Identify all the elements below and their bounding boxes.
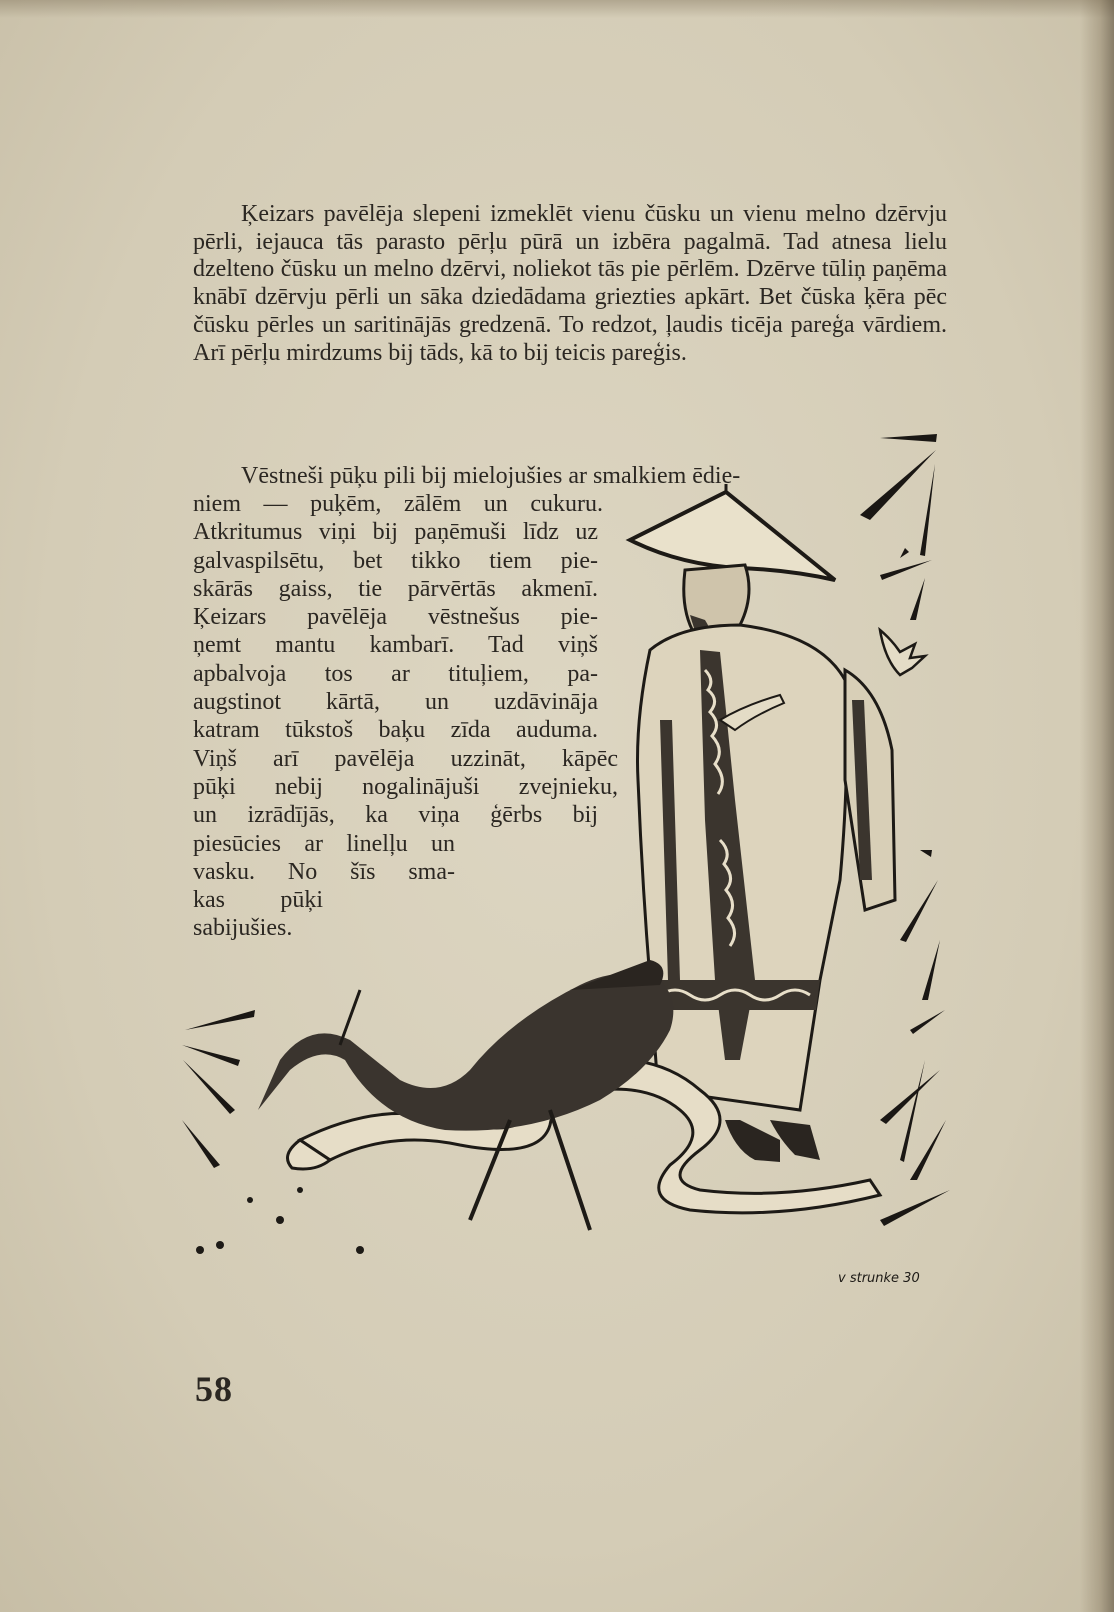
- pearls: [196, 1187, 364, 1254]
- page-top-shadow: [0, 0, 1114, 18]
- text-line: Ķeizars pavēlēja vēstnešus pie-: [193, 604, 598, 631]
- text-line: apbalvoja tos ar tituļiem, pa-: [193, 660, 598, 687]
- text-line: vasku. No šīs sma-: [193, 858, 455, 885]
- text-line: un izrādījās, ka viņa ģērbs bij: [193, 802, 598, 829]
- text-line: ņemt mantu kambarī. Tad viņš: [193, 632, 598, 659]
- text-line: augstinot kārtā, un uzdāvināja: [193, 689, 598, 716]
- text-line: piesūcies ar linelļu un: [193, 830, 455, 857]
- paragraph-1: Ķeizars pavēlēja slepeni izmeklēt vienu čūsku un vienu melno dzērvju pērli, iejauca tās parasto pērļu pūrā un izbēra pagalmā. Tad atnesa lielu dzelteno čūsku un melno dzērvi, noliekot tās pie pērlēm. Dzērve tūliņ paņēma knābī dzērvju pērli un sāka dziedādama griezties apkārt. Bet čūska ķēra pēc čūsku pērles un saritinājās gredzenā. To redzot, ļaudis ticēja pareģa vārdiem. Arī pērļu mirdzums bij tāds, kā to bij teicis pareģis.: [193, 201, 947, 366]
- emperor-figure: [630, 484, 925, 1162]
- text-line: skārās gaiss, tie pārvērtās akmenī.: [193, 575, 598, 602]
- text-line: kas pūķi: [193, 887, 323, 914]
- text-line: pūķi nebij nogalinājuši zvejnieku,: [193, 773, 618, 800]
- bamboo-leaves-left: [182, 1010, 255, 1168]
- page-number: 58: [195, 1369, 233, 1409]
- text-line: niem — puķēm, zālēm un cukuru.: [193, 491, 603, 517]
- text-line: katram tūkstoš baķu zīda auduma.: [193, 717, 598, 744]
- paragraph-2-first-line: Vēstneši pūķu pili bij mielojušies ar smalkiem ēdie-: [241, 463, 741, 489]
- emperor-crane-snake-illustration: [180, 420, 970, 1300]
- text-line: sabijušies.: [193, 915, 293, 942]
- crane: [258, 960, 673, 1230]
- text-line: galvaspilsētu, bet tikko tiem pie-: [193, 547, 598, 574]
- page-spine-shadow: [1080, 0, 1114, 1612]
- artist-signature: v strunke 30: [838, 1271, 920, 1286]
- text-line: Atkritumus viņi bij paņēmuši līdz uz: [193, 519, 598, 546]
- text-line: Viņš arī pavēlēja uzzināt, kāpēc: [193, 745, 618, 772]
